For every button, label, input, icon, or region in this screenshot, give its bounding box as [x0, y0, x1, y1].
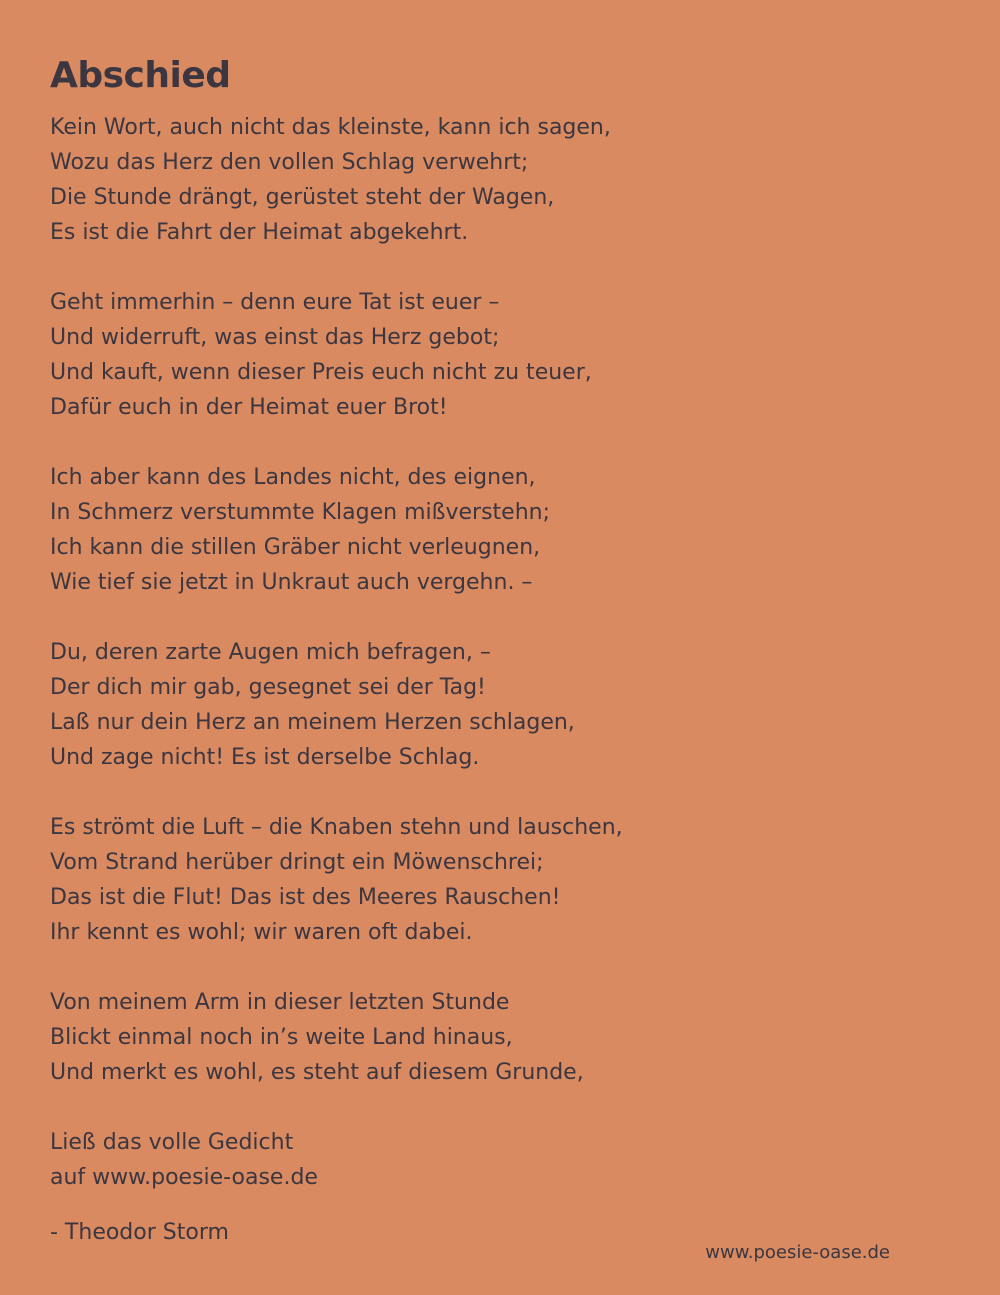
- stanza-3: [50, 460, 950, 600]
- note-line: Ließ das volle Gedicht: [50, 1130, 294, 1155]
- poem-line: Es strömt die Luft – die Knaben stehn und lauschen,: [50, 815, 623, 840]
- poem-body: [50, 110, 950, 1250]
- poem-author: - Theodor Storm: [50, 1220, 229, 1245]
- stanza-6: [50, 985, 950, 1090]
- poem-line: Von meinem Arm in dieser letzten Stunde: [50, 990, 510, 1015]
- poem-line: Ich kann die stillen Gräber nicht verleugnen,: [50, 535, 541, 560]
- poem-line: Und zage nicht! Es ist derselbe Schlag.: [50, 745, 480, 770]
- poem-line: Es ist die Fahrt der Heimat abgekehrt.: [50, 220, 469, 245]
- stanza-5: [50, 810, 950, 950]
- poem-line: Das ist die Flut! Das ist des Meeres Rauschen!: [50, 885, 561, 910]
- full-poem-note: [50, 1125, 950, 1195]
- poem-line: Kein Wort, auch nicht das kleinste, kann ich sagen,: [50, 115, 611, 140]
- poem-line: Dafür euch in der Heimat euer Brot!: [50, 395, 448, 420]
- stanza-2: [50, 285, 950, 425]
- poem-line: In Schmerz verstummte Klagen mißverstehn;: [50, 500, 551, 525]
- poem-line: Geht immerhin – denn eure Tat ist euer –: [50, 290, 500, 315]
- poem-line: Die Stunde drängt, gerüstet steht der Wagen,: [50, 185, 555, 210]
- note-line: auf www.poesie-oase.de: [50, 1165, 318, 1190]
- poem-line: Ich aber kann des Landes nicht, des eignen,: [50, 465, 536, 490]
- poem-line: Blickt einmal noch in’s weite Land hinaus,: [50, 1025, 513, 1050]
- poem-line: Vom Strand herüber dringt ein Möwenschrei;: [50, 850, 544, 875]
- poem-title: Abschied: [50, 55, 231, 96]
- stanza-1: [50, 110, 950, 250]
- poem-line: Laß nur dein Herz an meinem Herzen schlagen,: [50, 710, 575, 735]
- poem-line: Und merkt es wohl, es steht auf diesem Grunde,: [50, 1060, 584, 1085]
- poem-line: Wie tief sie jetzt in Unkraut auch vergehn. –: [50, 570, 533, 595]
- poem-line: Du, deren zarte Augen mich befragen, –: [50, 640, 491, 665]
- poem-line: Und kauft, wenn dieser Preis euch nicht zu teuer,: [50, 360, 592, 385]
- poem-line: Und widerruft, was einst das Herz gebot;: [50, 325, 500, 350]
- stanza-4: [50, 635, 950, 775]
- poem-line: Wozu das Herz den vollen Schlag verwehrt;: [50, 150, 529, 175]
- poem-line: Der dich mir gab, gesegnet sei der Tag!: [50, 675, 486, 700]
- poem-line: Ihr kennt es wohl; wir waren oft dabei.: [50, 920, 473, 945]
- footer-url: www.poesie-oase.de: [705, 1242, 890, 1263]
